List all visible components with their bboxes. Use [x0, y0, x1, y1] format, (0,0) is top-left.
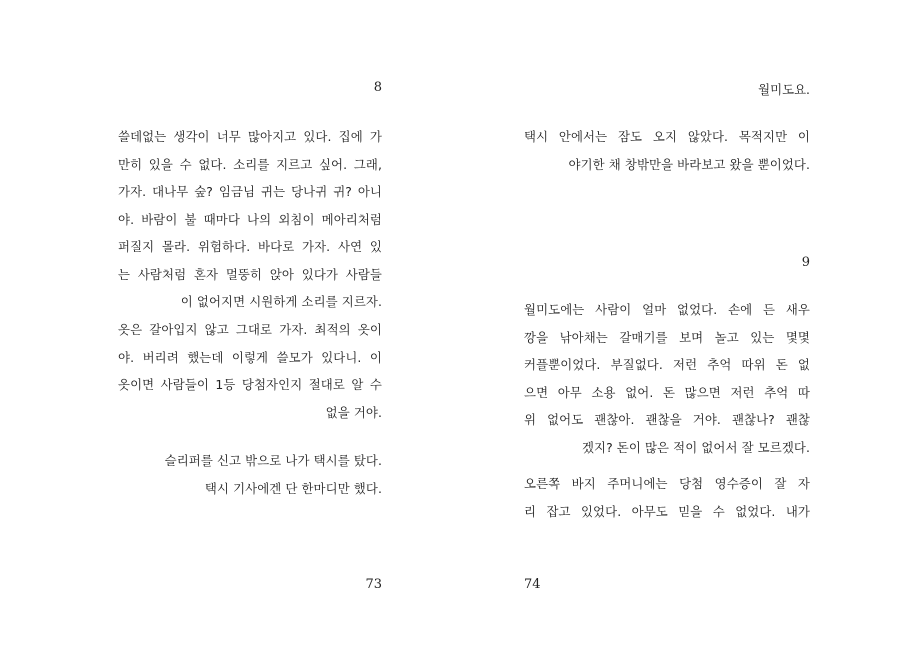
text-line: 위 없어도 괜찮아. 괜찮을 거야. 괜찮나? 괜찮 — [524, 412, 810, 427]
paragraph — [118, 123, 382, 316]
text-line: 만히 있을 수 없다. 소리를 지르고 싶어. 그래, — [118, 156, 382, 172]
text-line: 야. 버리려 했는데 이렇게 쓸모가 있다니. 이 — [118, 349, 382, 365]
left-page — [118, 0, 382, 661]
text-line: 월미도에는 사람이 얼마 없었다. 손에 든 새우 — [524, 302, 810, 317]
page-number: 74 — [524, 577, 541, 592]
text-line: 으면 아무 소용 없어. 돈 많으면 저런 추억 따 — [524, 384, 810, 400]
text-line: 가자. 대나무 숲? 임금님 귀는 당나귀 귀? 아니 — [118, 184, 382, 199]
paragraph — [524, 296, 810, 461]
text-line: 이 없어지면 시원하게 소리를 지르자. — [180, 294, 382, 309]
text-line: 옷이면 사람들이 1등 당첨자인지 절대로 알 수 — [118, 377, 382, 392]
text-line: 깡을 낚아채는 갈매기를 보며 놀고 있는 몇몇 — [524, 329, 810, 345]
text-line: 야. 바람이 불 때마다 나의 외침이 메아리처럼 — [118, 211, 382, 227]
paragraph — [118, 316, 382, 426]
text-line: 커플뿐이었다. 부질없다. 저런 추억 따위 돈 없 — [524, 357, 810, 372]
text-line: 겠지? 돈이 많은 적이 없어서 잘 모르겠다. — [581, 439, 810, 455]
text-line: 야기한 채 창밖만을 바라보고 왔을 뿐이었다. — [568, 156, 810, 172]
text-line: 쓸데없는 생각이 너무 많아지고 있다. 집에 가 — [118, 129, 382, 144]
text-line: 없을 거야. — [325, 404, 382, 420]
paragraph — [524, 123, 810, 178]
page-number: 73 — [365, 577, 382, 592]
paragraph — [524, 470, 810, 525]
text-line: 택시 기사에겐 단 한마디만 했다. — [204, 480, 382, 496]
chapter-number: 8 — [373, 80, 382, 95]
text-line: 오른쪽 바지 주머니에는 당첨 영수증이 잘 자 — [524, 476, 810, 491]
text-line: 옷은 갈아입지 않고 그대로 가자. 최적의 옷이 — [118, 322, 382, 337]
running-text: 월미도요. — [758, 82, 810, 97]
text-line: 슬리퍼를 신고 밖으로 나가 택시를 탔다. — [164, 453, 382, 468]
right-page — [524, 0, 810, 661]
text-line: 는 사람처럼 혼자 멀뚱히 앉아 있다가 사람들 — [118, 266, 382, 282]
chapter-number: 9 — [801, 255, 810, 270]
text-line: 퍼질지 몰라. 위험하다. 바다로 가자. 사연 있 — [118, 239, 382, 254]
text-line: 택시 안에서는 잠도 오지 않았다. 목적지만 이 — [524, 129, 810, 144]
paragraph — [118, 447, 382, 502]
text-line: 리 잡고 있었다. 아무도 믿을 수 없었다. 내가 — [524, 503, 810, 519]
